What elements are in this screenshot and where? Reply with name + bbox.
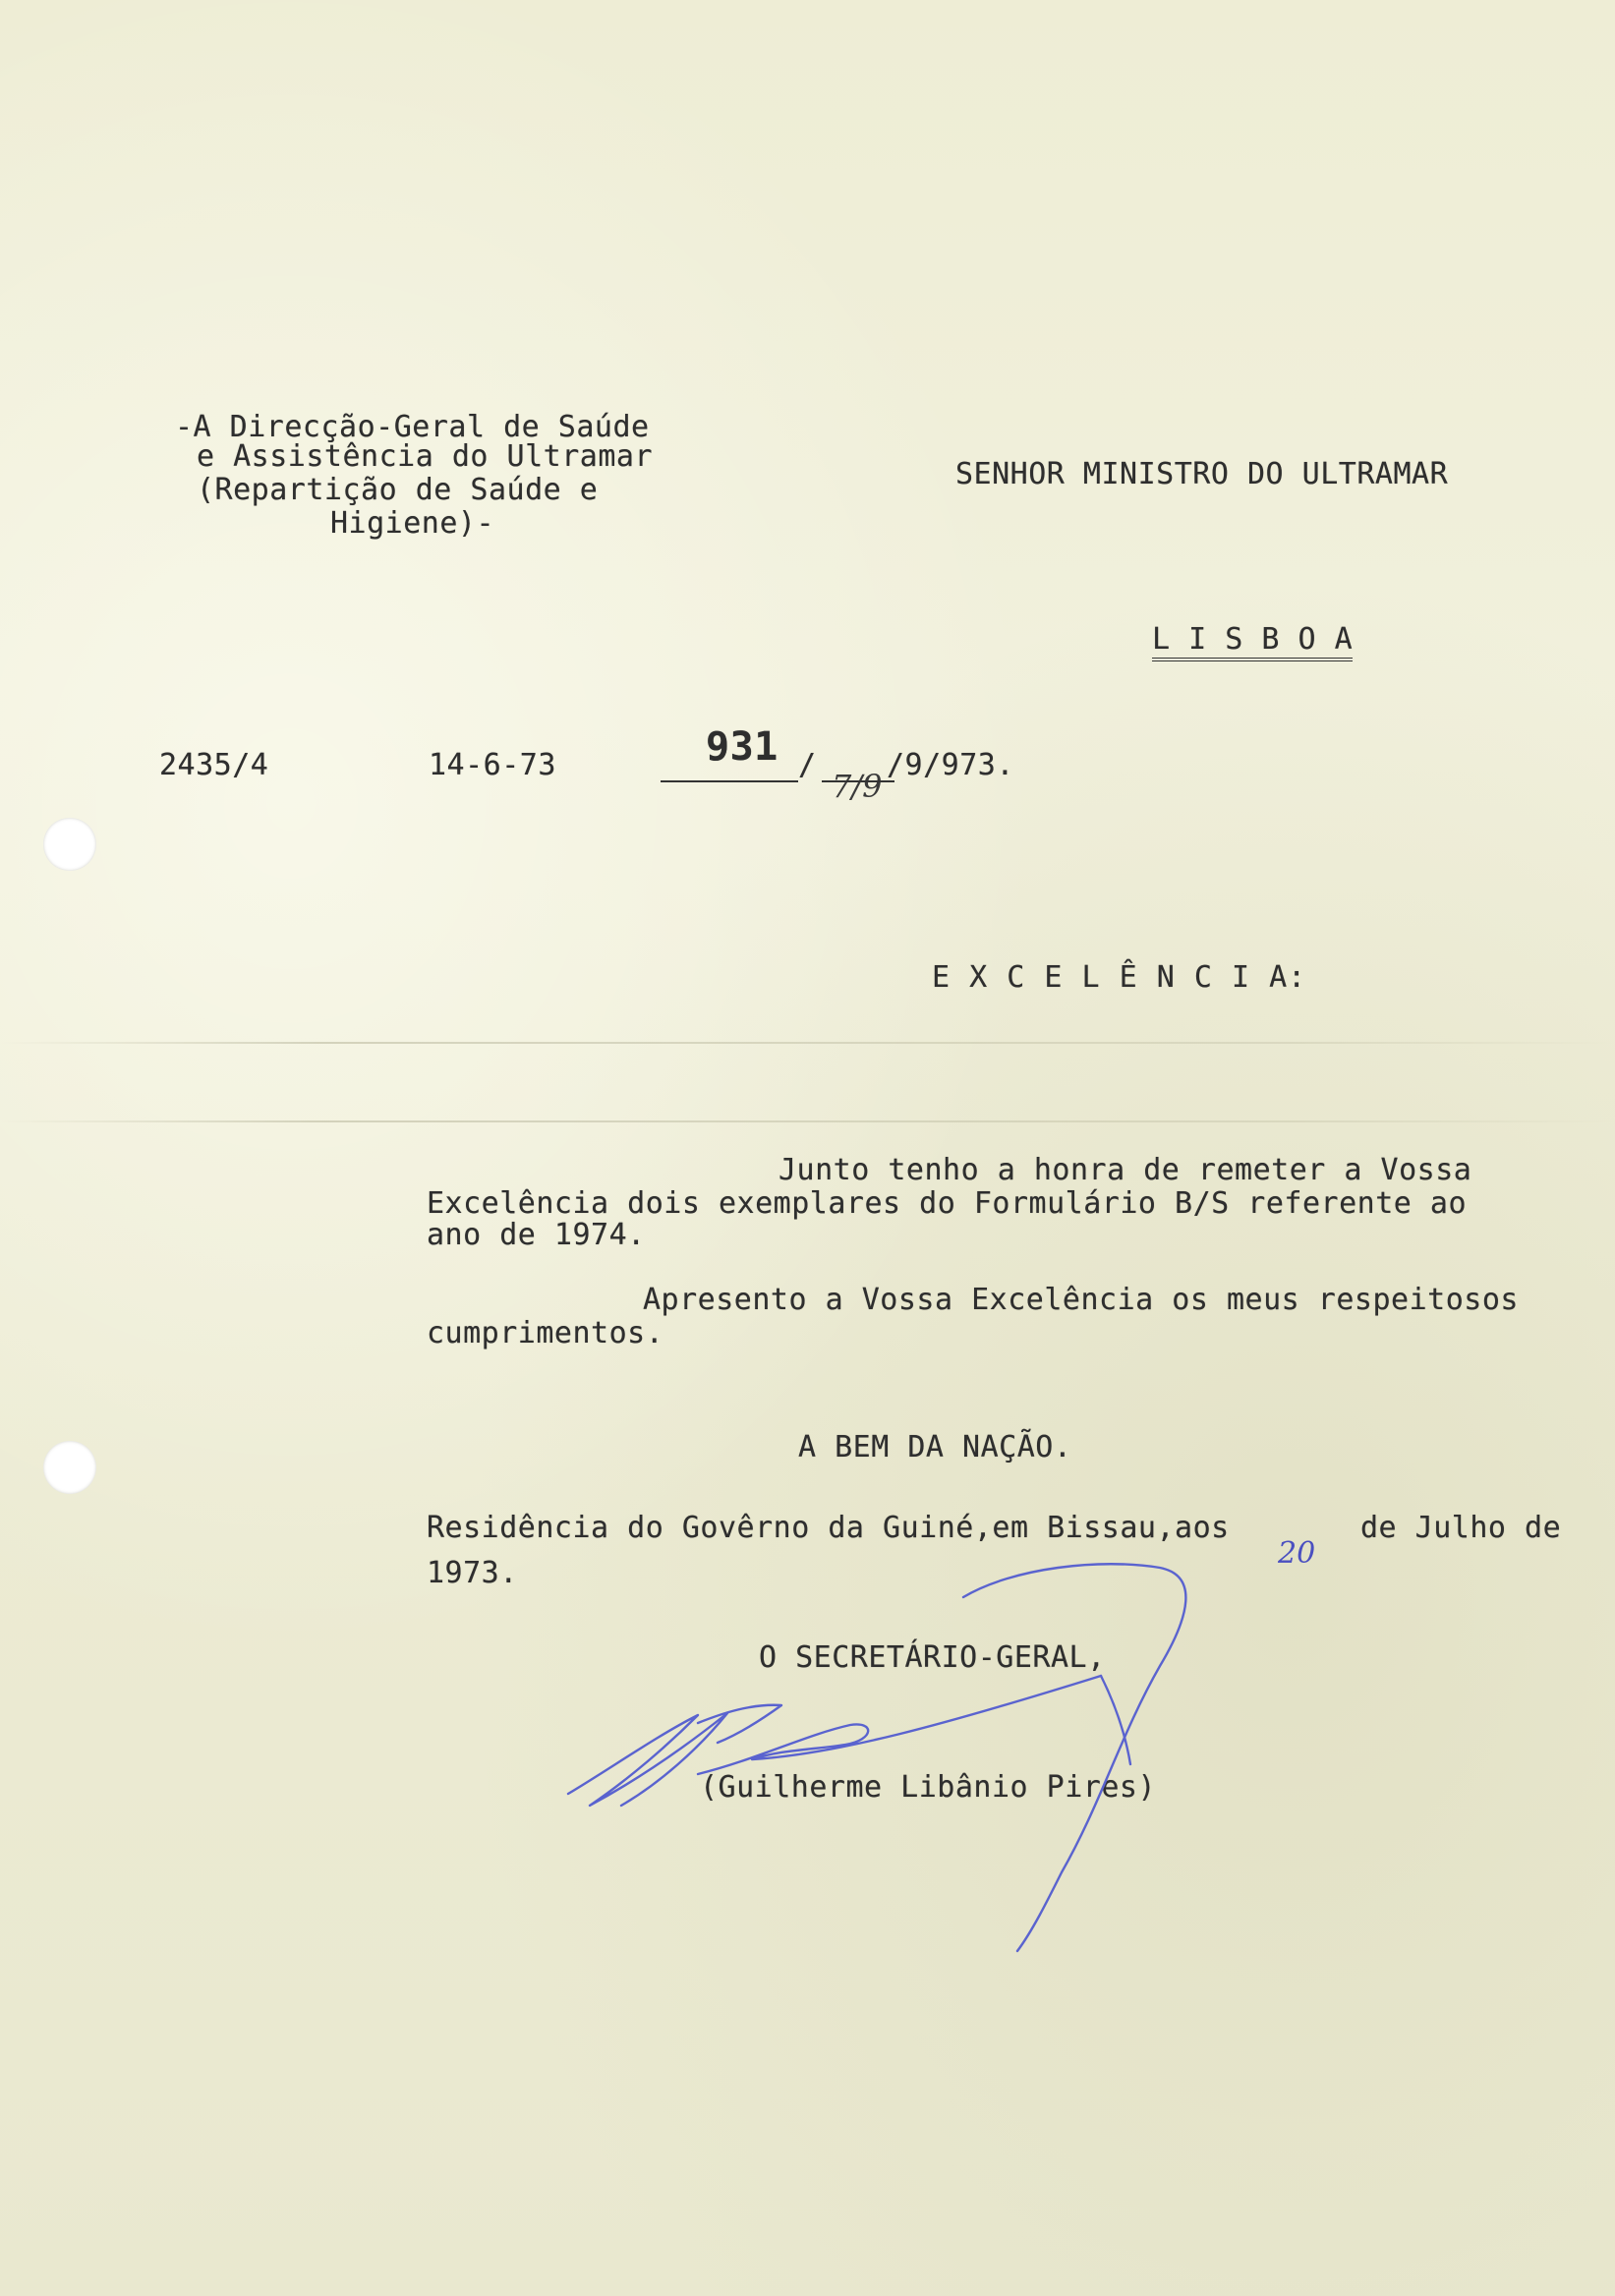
signatory-title: O SECRETÁRIO-GERAL, <box>759 1640 1106 1675</box>
body-p1-line1: Junto tenho a honra de remeter a Vossa <box>779 1153 1472 1187</box>
paper-crease <box>0 1120 1615 1122</box>
reference-slash: / <box>798 748 817 782</box>
addressee-line-4: Higiene)- <box>330 506 495 541</box>
body-p2-line2: cumprimentos. <box>427 1316 664 1350</box>
handwritten-day-line <box>822 780 894 782</box>
punch-hole <box>43 1441 96 1494</box>
body-p1-line3: ano de 1974. <box>427 1218 646 1252</box>
reference-number-line <box>661 780 798 782</box>
city: L I S B O A <box>1152 625 1353 661</box>
signatory-name: (Guilherme Libânio Pires) <box>700 1770 1157 1805</box>
reference-number: 931 <box>706 724 779 770</box>
recipient: SENHOR MINISTRO DO ULTRAMAR <box>955 457 1449 491</box>
body-p1-line2: Excelência dois exemplares do Formulário B/S referente ao <box>427 1186 1468 1221</box>
handwritten-reference-day: 7/9 <box>832 768 883 805</box>
reference-date-suffix: /9/973. <box>887 748 1014 782</box>
punch-hole <box>43 818 96 871</box>
closing-place-prefix: Residência do Govêrno da Guiné,em Bissau,aos <box>427 1511 1230 1545</box>
body-p2-line1: Apresento a Vossa Excelência os meus respeitosos <box>643 1283 1519 1317</box>
closing-year: 1973. <box>427 1556 518 1590</box>
motto: A BEM DA NAÇÃO. <box>798 1430 1072 1464</box>
closing-place-suffix: de Julho de <box>1360 1511 1562 1545</box>
salutation: E X C E L Ê N C I A: <box>932 960 1307 995</box>
reference-date: 14-6-73 <box>429 748 556 782</box>
signature-icon <box>550 1548 1219 1961</box>
file-number: 2435/4 <box>159 748 269 782</box>
addressee-line-3: (Repartição de Saúde e <box>197 473 599 507</box>
addressee-line-1: -A Direcção-Geral de Saúde <box>175 410 650 444</box>
handwritten-closing-day: 20 <box>1278 1536 1316 1571</box>
addressee-line-2: e Assistência do Ultramar <box>197 439 654 474</box>
paper-crease <box>0 1042 1615 1044</box>
